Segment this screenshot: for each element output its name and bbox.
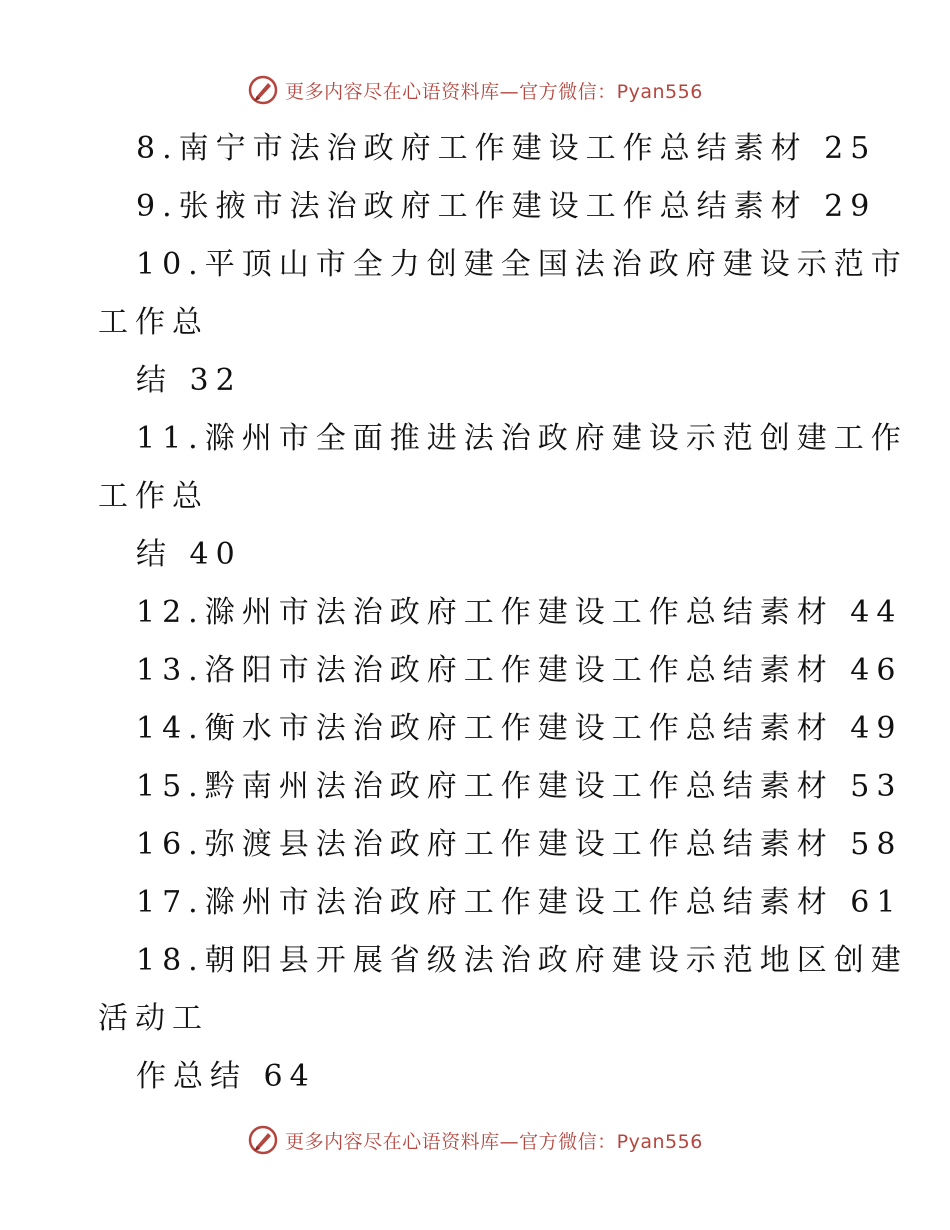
toc-entry[interactable]: 11.滁州市全面推进法治政府建设示范创建工作 [136,421,908,456]
toc-entry-continuation[interactable]: 活动工 [98,1001,209,1036]
footer-watermark-text: 更多内容尽在心语资料库—官方微信：Pyan556 [285,1130,703,1153]
toc-entry[interactable]: 8.南宁市法治政府工作建设工作总结素材 25 [136,131,877,166]
toc-entry[interactable]: 15.黔南州法治政府工作建设工作总结素材 53 [136,769,903,804]
header-watermark-text: 更多内容尽在心语资料库—官方微信：Pyan556 [285,80,703,103]
toc-entry[interactable]: 14.衡水市法治政府工作建设工作总结素材 49 [136,711,903,746]
toc-entry-continuation[interactable]: 结 40 [136,537,242,572]
toc-entry[interactable]: 17.滁州市法治政府工作建设工作总结素材 61 [136,885,903,920]
toc-entry[interactable]: 12.滁州市法治政府工作建设工作总结素材 44 [136,595,903,630]
toc-entry-continuation[interactable]: 工作总 [98,305,209,340]
toc-entry[interactable]: 10.平顶山市全力创建全国法治政府建设示范市 [136,247,908,282]
toc-entry[interactable]: 13.洛阳市法治政府工作建设工作总结素材 46 [136,653,903,688]
toc-entry[interactable]: 18.朝阳县开展省级法治政府建设示范地区创建 [136,943,908,978]
toc-entry-continuation[interactable]: 作总结 64 [136,1059,316,1094]
toc-entry-continuation[interactable]: 结 32 [136,363,242,398]
header-watermark [0,70,950,110]
pen-circle-icon [247,1124,279,1156]
pen-circle-icon [247,74,279,106]
toc-entry[interactable]: 16.弥渡县法治政府工作建设工作总结素材 58 [136,827,903,862]
footer-watermark [0,1120,950,1160]
toc-entry-continuation[interactable]: 工作总 [98,479,209,514]
toc-entry[interactable]: 9.张掖市法治政府工作建设工作总结素材 29 [136,189,877,224]
